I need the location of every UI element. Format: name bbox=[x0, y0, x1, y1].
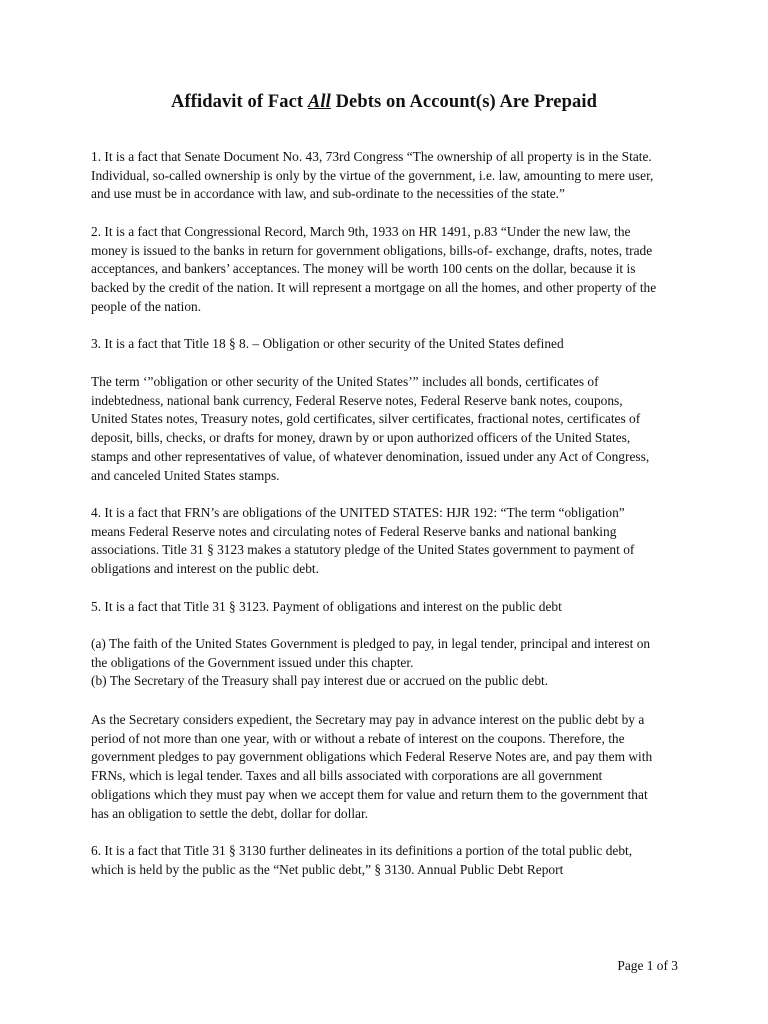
paragraph-line: As the Secretary considers expedient, the Secretary may pay in advance interest on the public debt by a bbox=[91, 712, 645, 727]
paragraph-line: United States notes, Treasury notes, gold certificates, silver certificates, fractional notes, certificates of bbox=[91, 411, 641, 427]
paragraph-8 bbox=[91, 711, 683, 823]
paragraph-line: 1. It is a fact that Senate Document No. 43, 73rd Congress “The ownership of all property is in the State. bbox=[91, 149, 652, 164]
paragraph-line: stamps and other representatives of value, of whatever denomination, issued under any Act of Congress, bbox=[91, 448, 650, 464]
paragraph-line: backed by the credit of the nation. It will represent a mortgage on all the homes, and other property of the bbox=[91, 280, 657, 296]
paragraph-9 bbox=[91, 842, 683, 879]
title-text-after: Debts on Account(s) Are Prepaid bbox=[330, 92, 597, 112]
paragraph-line: 5. It is a fact that Title 31 § 3123. Payment of obligations and interest on the public debt bbox=[91, 599, 562, 614]
paragraph-line: and use must be in accordance with law, and sub-ordinate to the necessities of the state.” bbox=[91, 186, 565, 202]
paragraph-line: Individual, so-called ownership is only by the virtue of the government, i.e. law, amounting to mere user, bbox=[91, 167, 654, 183]
paragraph-line: (b) The Secretary of the Treasury shall pay interest due or accrued on the public debt. bbox=[91, 673, 549, 689]
paragraph-line: has an obligation to settle the debt, dollar for dollar. bbox=[91, 805, 369, 821]
paragraph-1 bbox=[91, 148, 683, 204]
paragraph-line: deposit, bills, checks, or drafts for money, drawn by or upon authorized officers of the United States, bbox=[91, 430, 631, 446]
paragraph-line: (a) The faith of the United States Government is pledged to pay, in legal tender, principal and interest on bbox=[91, 636, 651, 651]
paragraph-line: government pledges to pay government obligations which Federal Reserve Notes are, and pay them with bbox=[91, 749, 653, 765]
paragraph-6 bbox=[91, 598, 683, 617]
paragraph-line: 6. It is a fact that Title 31 § 3130 further delineates in its definitions a portion of the total public debt, bbox=[91, 843, 633, 858]
paragraph-line: indebtedness, national bank currency, Federal Reserve notes, Federal Reserve bank notes, coupons, bbox=[91, 392, 623, 408]
paragraph-4 bbox=[91, 373, 683, 485]
paragraph-line: obligations and interest on the public debt. bbox=[91, 561, 319, 577]
paragraph-line: associations. Title 31 § 3123 makes a statutory pledge of the United States government to payment of bbox=[91, 542, 635, 558]
document-title bbox=[0, 92, 768, 113]
paragraph-line: the obligations of the Government issued under this chapter. bbox=[91, 654, 414, 670]
paragraph-line: obligations which they must pay when we accept them for value and return them to the government that bbox=[91, 786, 648, 802]
paragraph-line: means Federal Reserve notes and circulating notes of Federal Reserve banks and national banking bbox=[91, 523, 617, 539]
paragraph-line: which is held by the public as the “Net public debt,” § 3130. Annual Public Debt Report bbox=[91, 861, 564, 877]
paragraph-2 bbox=[91, 223, 683, 317]
paragraph-line: 2. It is a fact that Congressional Record, March 9th, 1933 on HR 1491, p.83 “Under the new law, the bbox=[91, 224, 631, 239]
title-text-before: Affidavit of Fact bbox=[171, 92, 308, 112]
paragraph-5 bbox=[91, 504, 683, 579]
paragraph-line: and canceled United States stamps. bbox=[91, 467, 280, 483]
paragraph-line: FRNs, which is legal tender. Taxes and all bills associated with corporations are all government bbox=[91, 768, 603, 784]
paragraph-7 bbox=[91, 635, 683, 691]
paragraph-line: people of the nation. bbox=[91, 298, 202, 314]
paragraph-line: period of not more than one year, with or without a rebate of interest on the coupons. Therefore, the bbox=[91, 730, 625, 746]
paragraph-line: acceptances, and bankers’ acceptances. The money will be worth 100 cents on the dollar, because it is bbox=[91, 261, 636, 277]
page-number: Page 1 of 3 bbox=[617, 958, 678, 973]
paragraph-line: The term ‘”obligation or other security of the United States’” includes all bonds, certificates of bbox=[91, 374, 599, 389]
paragraph-line: 4. It is a fact that FRN’s are obligations of the UNITED STATES: HJR 192: “The term “obligation” bbox=[91, 505, 625, 520]
title-emphasis: All bbox=[307, 92, 331, 112]
paragraph-3 bbox=[91, 335, 683, 354]
paragraph-line: money is issued to the banks in return for government obligations, bills-of- exchange, drafts, notes, trade bbox=[91, 242, 653, 258]
paragraph-line: 3. It is a fact that Title 18 § 8. – Obligation or other security of the United States defined bbox=[91, 336, 564, 351]
